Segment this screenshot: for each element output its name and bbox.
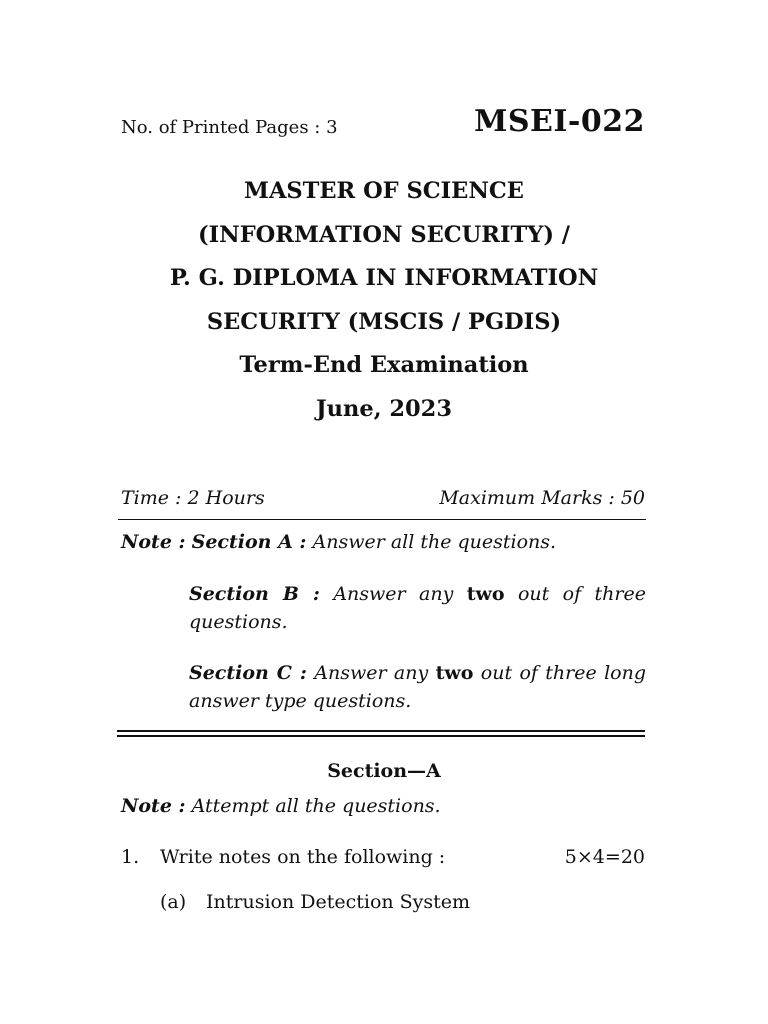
printed-pages-count: No. of Printed Pages : 3 — [121, 117, 338, 138]
section-a-label: Section A : — [191, 531, 307, 553]
section-a-heading: Section—A — [327, 760, 441, 782]
title-line-programme-codes: SECURITY (MSCIS / PGDIS) — [206, 308, 562, 335]
note-section-a — [121, 528, 646, 556]
section-a-note-text: Attempt all the questions. — [191, 795, 441, 817]
section-a-instruction: Answer all the questions. — [312, 531, 557, 553]
section-c-emphasis: two — [435, 662, 474, 684]
section-c-label: Section C : — [189, 662, 307, 684]
maximum-marks: Maximum Marks : 50 — [439, 487, 645, 509]
section-divider — [117, 730, 645, 737]
section-c-instruction-end: out of three long answer type questions. — [189, 662, 647, 712]
note-section-c — [189, 659, 646, 715]
section-b-instruction-start: Answer any — [333, 583, 454, 605]
section-b-label: Section B : — [189, 583, 320, 605]
exam-duration: Time : 2 Hours — [121, 487, 265, 509]
question-marks: 5×4=20 — [564, 846, 645, 868]
header-divider — [118, 519, 646, 520]
title-line-specialization: (INFORMATION SECURITY) / — [197, 221, 571, 248]
part-label: (a) — [160, 891, 187, 913]
part-text: Intrusion Detection System — [206, 891, 471, 913]
note-label: Note : — [121, 531, 186, 553]
section-b-emphasis: two — [466, 583, 505, 605]
section-c-instruction-start: Answer any — [314, 662, 429, 684]
exam-meta-row — [121, 487, 645, 511]
paper-title-block — [100, 170, 668, 432]
note-section-b — [189, 580, 646, 636]
paper-header — [121, 104, 645, 144]
course-code: MSEI-022 — [474, 104, 645, 139]
title-line-exam-type: Term-End Examination — [239, 352, 529, 379]
section-b-instruction-end: out of three questions. — [189, 583, 646, 633]
section-a-note-label: Note : — [121, 795, 186, 817]
question-text: Write notes on the following : — [160, 846, 446, 868]
section-a-note — [121, 795, 441, 817]
title-line-diploma: P. G. DIPLOMA IN INFORMATION — [169, 265, 599, 292]
title-line-exam-date: June, 2023 — [316, 395, 452, 422]
question-number: 1. — [121, 846, 140, 868]
general-instructions — [121, 528, 646, 715]
title-line-degree: MASTER OF SCIENCE — [244, 178, 524, 204]
